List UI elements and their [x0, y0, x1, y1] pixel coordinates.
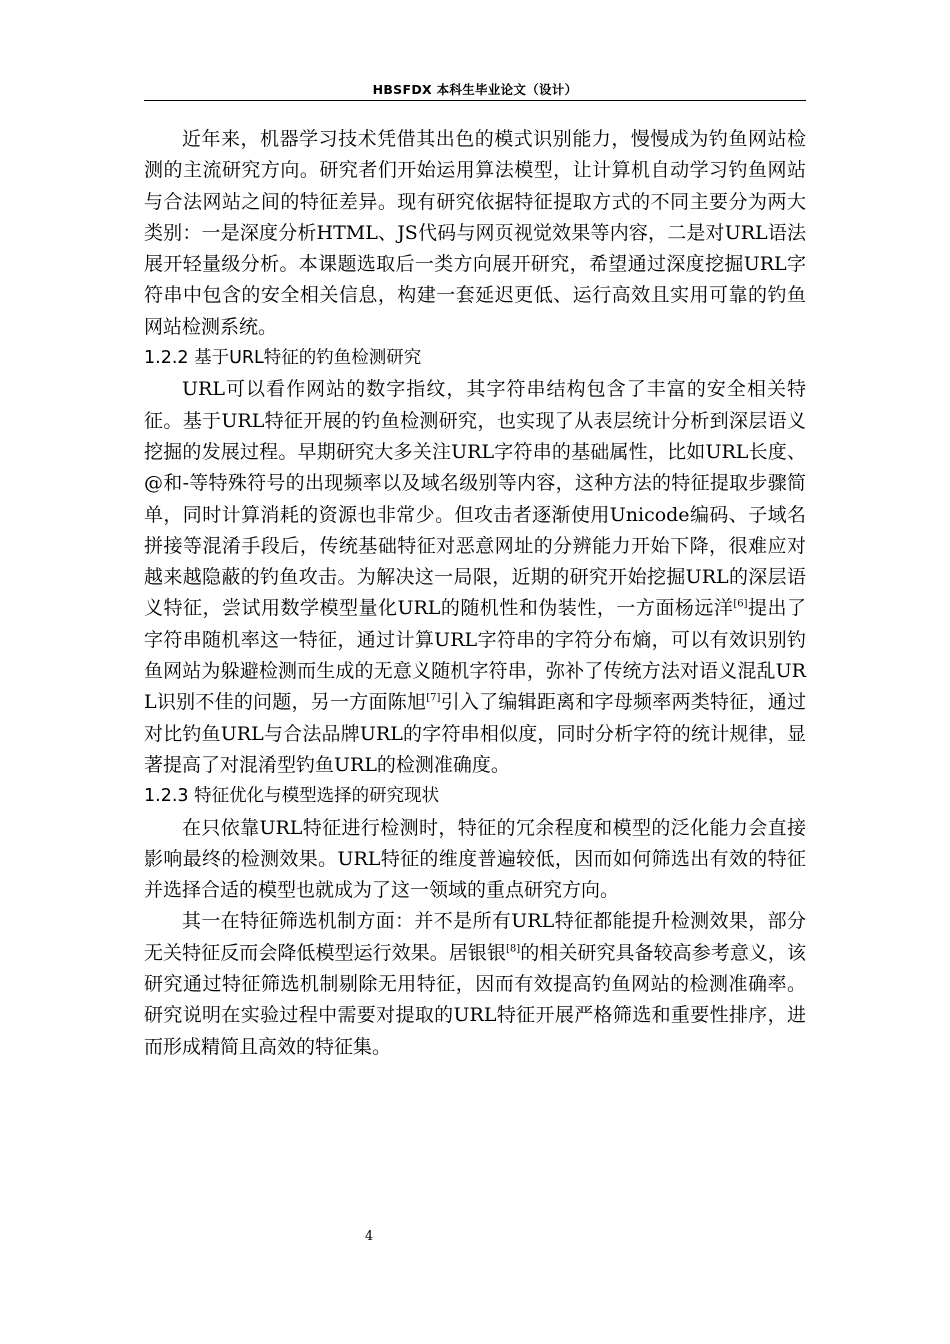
paragraph-text: 提出了字符串随机率这一特征，通过计算URL字符串的字符分布熵，可以有效识别钓鱼网站为躲避检测而生成的无意义随机字符串，弥补了传统方法对语义混乱URL识别不佳的问题，另一方面陈旭 — [144, 597, 806, 714]
paragraph-intro: 近年来，机器学习技术凭借其出色的模式识别能力，慢慢成为钓鱼网站检测的主流研究方向。研究者们开始运用算法模型，让计算机自动学习钓鱼网站与合法网站之间的特征差异。现有研究依据特征提取方式的不同主要分为两大类别：一是深度分析HTML、JS代码与网页视觉效果等内容，二是对URL语法展开轻量级分析。本课题选取后一类方向展开研究，希望通过深度挖掘URL字符串中包含的安全相关信息，构建一套延迟更低、运行高效且实用可靠的钓鱼网站检测系统。 — [144, 128, 806, 338]
paragraph-feature-redundancy: 在只依靠URL特征进行检测时，特征的冗余程度和模型的泛化能力会直接影响最终的检测效果。URL特征的维度普遍较低，因而如何筛选出有效的特征并选择合适的模型也就成为了这一领域的重点研究方向。 — [144, 816, 806, 902]
page-number: 4 — [364, 1229, 374, 1244]
citation-6: [6] — [733, 599, 748, 611]
running-header: HBSFDX 本科生毕业论文（设计） — [372, 82, 578, 97]
citation-8: [8] — [506, 943, 521, 955]
citation-7: [7] — [426, 693, 441, 705]
paragraph-feature-selection — [144, 906, 806, 1062]
paragraph-text: 引入了编辑距离和字母频率两类特征，通过对比钓鱼URL与合法品牌URL的字符串相似度，同时分析字符的统计规律，显著提高了对混淆型钓鱼URL的检测准确度。 — [144, 691, 806, 776]
section-heading-1-2-3: 1.2.3 特征优化与模型选择的研究现状 — [144, 786, 440, 807]
body-text — [144, 124, 806, 1063]
paragraph-url-features — [144, 374, 806, 781]
paragraph-text: URL可以看作网站的数字指纹，其字符串结构包含了丰富的安全相关特征。基于URL特征开展的钓鱼检测研究，也实现了从表层统计分析到深层语义挖掘的发展过程。早期研究大多关注URL字符串的基础属性，比如URL长度、@和-等特殊符号的出现频率以及域名级别等内容，这种方法的特征提取步骤简单，同时计算消耗的资源也非常少。但攻击者逐渐使用Unicode编码、子域名拼接等混淆手段后，传统基础特征对恶意网址的分辨能力开始下降，很难应对越来越隐蔽的钓鱼攻击。为解决这一局限，近期的研究开始挖掘URL的深层语义特征，尝试用数学模型量化URL的随机性和伪装性，一方面杨远洋 — [144, 378, 806, 620]
section-heading-1-2-2: 1.2.2 基于URL特征的钓鱼检测研究 — [144, 348, 422, 369]
paragraph-text: 其一在特征筛选机制方面：并不是所有URL特征都能提升检测效果，部分无关特征反而会降低模型运行效果。居银银 — [144, 910, 806, 964]
paragraph-text: 的相关研究具备较高参考意义，该研究通过特征筛选机制剔除无用特征，因而有效提高钓鱼网站的检测准确率。研究说明在实验过程中需要对提取的URL特征开展严格筛选和重要性排序，进而形成精简且高效的特征集。 — [144, 941, 806, 1058]
header-rule — [144, 100, 806, 101]
